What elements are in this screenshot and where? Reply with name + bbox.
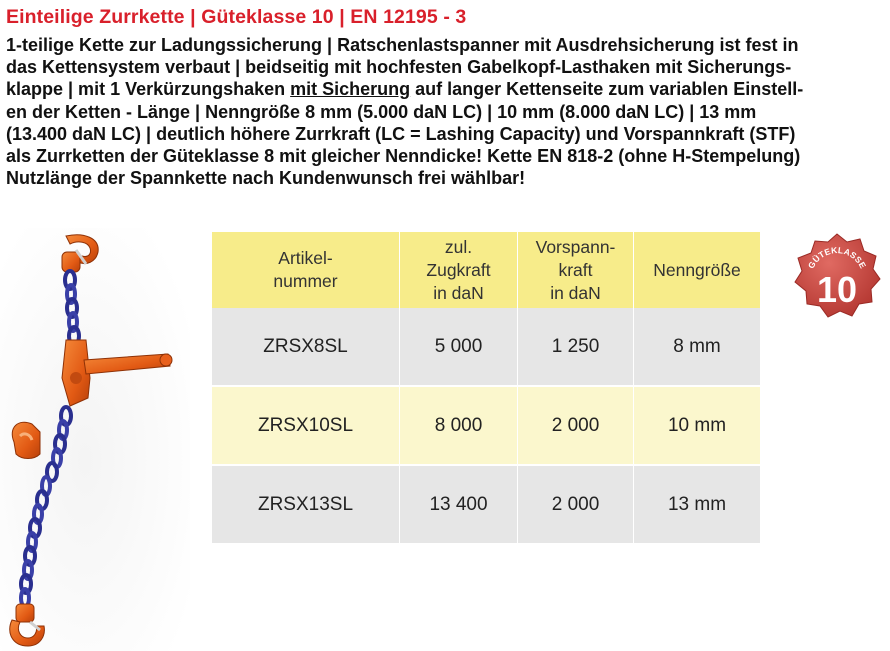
description-line: en der Ketten - Länge | Nenngröße 8 mm (5.000 daN LC) | 10 mm (8.000 daN LC) | 13 mm [6, 101, 757, 122]
header-zugkraft: zul. Zugkraft in daN [400, 232, 518, 308]
cell-zugkraft: 13 400 [400, 465, 518, 543]
grade-10-badge [792, 232, 882, 320]
underlined-text: mit Sicherung [290, 79, 411, 100]
table-header-row [212, 232, 760, 308]
product-description [6, 34, 888, 189]
cell-nenngroesse: 10 mm [634, 386, 761, 465]
table-row [212, 386, 760, 465]
table-row [212, 308, 760, 386]
badge-number: 10 [816, 269, 858, 310]
cell-vorspannkraft: 2 000 [518, 386, 634, 465]
cell-zugkraft: 5 000 [400, 308, 518, 386]
header-article-number: Artikel- nummer [212, 232, 400, 308]
cell-vorspannkraft: 2 000 [518, 465, 634, 543]
lashing-chain-image [0, 228, 190, 651]
description-line: (13.400 daN LC) | deutlich höhere Zurrkraft (LC = Lashing Capacity) und Vorspannkraft (STF) [6, 123, 796, 144]
description-line: Nutzlänge der Spannkette nach Kundenwunsch frei wählbar! [6, 168, 526, 189]
description-text: auf langer Kettenseite zum variablen Einstell- [410, 79, 804, 100]
shortening-hook-icon [12, 422, 40, 458]
cell-zugkraft: 8 000 [400, 386, 518, 465]
cell-article-number: ZRSX10SL [212, 386, 400, 465]
description-text: klappe | mit 1 Verkürzungshaken [6, 79, 291, 100]
description-line: das Kettensystem verbaut | beidseitig mit hochfesten Gabelkopf-Lasthaken mit Sicherungs- [6, 57, 792, 78]
cell-vorspannkraft: 1 250 [518, 308, 634, 386]
cell-nenngroesse: 8 mm [634, 308, 761, 386]
cell-article-number: ZRSX8SL [212, 308, 400, 386]
badge-label: GÜTEKLASSE [805, 244, 869, 271]
header-vorspannkraft: Vorspann- kraft in daN [518, 232, 634, 308]
description-line [6, 78, 888, 100]
description-line: 1-teilige Kette zur Ladungssicherung | Ratschenlastspanner mit Ausdrehsicherung ist fest in [6, 35, 799, 55]
description-line: als Zurrketten der Güteklasse 8 mit gleicher Nenndicke! Kette EN 818-2 (ohne H-Stempelung) [6, 146, 801, 167]
table-row [212, 465, 760, 543]
header-nenngroesse: Nenngröße [634, 232, 761, 308]
page-title: Einteilige Zurrkette | Güteklasse 10 | EN 12195 - 3 [6, 6, 467, 28]
product-table [212, 232, 760, 543]
cell-article-number: ZRSX13SL [212, 465, 400, 543]
cell-nenngroesse: 13 mm [634, 465, 761, 543]
